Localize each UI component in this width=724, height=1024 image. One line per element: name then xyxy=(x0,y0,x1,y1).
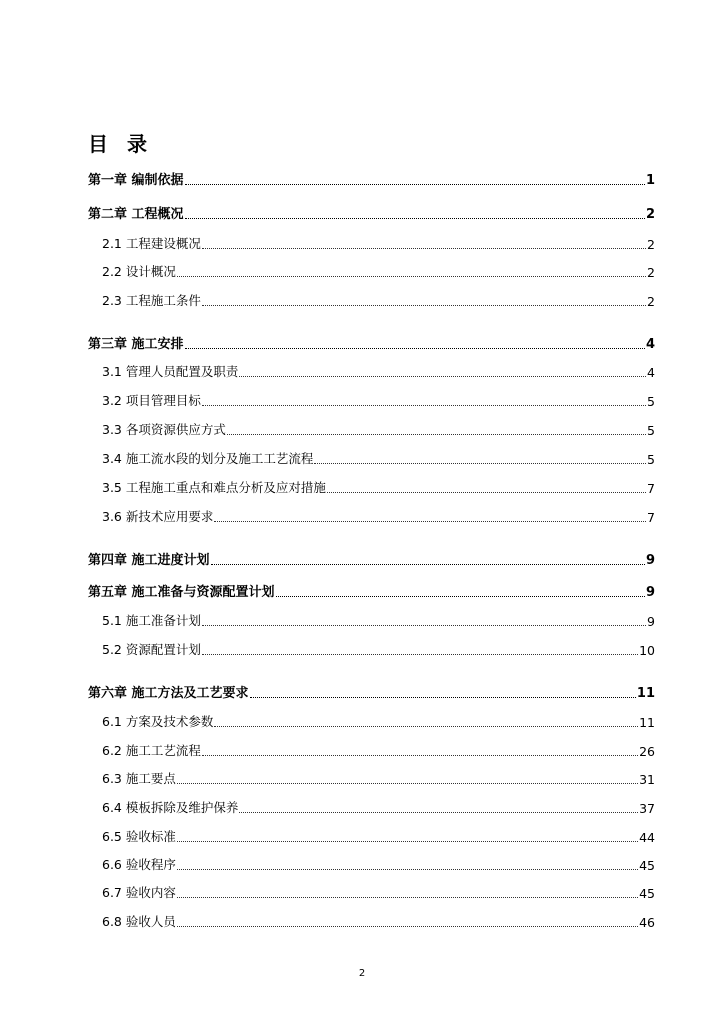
toc-entry-title: 2.3 工程施工条件 xyxy=(102,293,201,308)
toc-entry-title: 3.5 工程施工重点和难点分析及应对措施 xyxy=(102,480,326,495)
toc-section-entry[interactable] xyxy=(0,360,655,380)
dot-leader xyxy=(214,511,646,522)
toc-chapter-entry[interactable] xyxy=(0,548,655,568)
toc-entry-page: 2 xyxy=(647,294,655,309)
toc-section-entry[interactable] xyxy=(0,232,655,252)
dot-leader xyxy=(202,745,638,756)
toc-section-entry[interactable] xyxy=(0,910,655,930)
toc-entry-page: 2 xyxy=(647,265,655,280)
dot-leader xyxy=(276,586,645,597)
dot-leader xyxy=(214,716,638,727)
toc-entry-page: 45 xyxy=(639,858,655,873)
toc-section-entry[interactable] xyxy=(0,609,655,629)
dot-leader xyxy=(177,831,638,842)
toc-section-entry[interactable] xyxy=(0,476,655,496)
toc-entry-title: 第四章 施工进度计划 xyxy=(88,553,210,568)
toc-entry-page: 46 xyxy=(639,915,655,930)
toc-entry-page: 26 xyxy=(639,744,655,759)
toc-entry-title: 第三章 施工安排 xyxy=(88,337,184,352)
toc-entry-title: 6.1 方案及技术参数 xyxy=(102,714,214,729)
dot-leader xyxy=(202,644,638,655)
toc-entry-page: 11 xyxy=(639,715,655,730)
toc-chapter-entry[interactable] xyxy=(0,681,655,701)
toc-entry-title: 6.8 验收人员 xyxy=(102,914,176,929)
dot-leader xyxy=(250,687,636,698)
toc-section-entry[interactable] xyxy=(0,796,655,816)
toc-section-entry[interactable] xyxy=(0,289,655,309)
toc-entry-title: 6.3 施工要点 xyxy=(102,771,176,786)
toc-entry-title: 6.6 验收程序 xyxy=(102,857,176,872)
toc-section-entry[interactable] xyxy=(0,825,655,845)
dot-leader xyxy=(185,174,645,185)
dot-leader xyxy=(177,916,638,927)
dot-leader xyxy=(211,554,645,565)
toc-entry-page: 2 xyxy=(645,207,655,222)
toc-entry-title: 5.1 施工准备计划 xyxy=(102,613,201,628)
toc-entry-page: 10 xyxy=(639,643,655,658)
toc-entry-page: 45 xyxy=(639,886,655,901)
dot-leader xyxy=(177,887,638,898)
toc-chapter-entry[interactable] xyxy=(0,580,655,600)
toc-entry-title: 6.7 验收内容 xyxy=(102,885,176,900)
toc-entry-title: 2.2 设计概况 xyxy=(102,264,176,279)
toc-chapter-entry[interactable] xyxy=(0,332,655,352)
dot-leader xyxy=(177,859,638,870)
toc-entry-page: 9 xyxy=(645,553,655,568)
toc-entry-page: 1 xyxy=(645,173,655,188)
toc-section-entry[interactable] xyxy=(0,767,655,787)
toc-section-entry[interactable] xyxy=(0,260,655,280)
dot-leader xyxy=(202,295,646,306)
toc-entry-title: 6.2 施工工艺流程 xyxy=(102,743,201,758)
toc-section-entry[interactable] xyxy=(0,638,655,658)
toc-entry-page: 5 xyxy=(647,423,655,438)
toc-entry-title: 3.2 项目管理目标 xyxy=(102,393,201,408)
toc-section-entry[interactable] xyxy=(0,881,655,901)
dot-leader xyxy=(239,366,646,377)
dot-leader xyxy=(185,338,645,349)
toc-entry-page: 9 xyxy=(645,585,655,600)
toc-section-entry[interactable] xyxy=(0,447,655,467)
toc-chapter-entry[interactable] xyxy=(0,202,655,222)
toc-section-entry[interactable] xyxy=(0,418,655,438)
toc-entry-page: 37 xyxy=(639,801,655,816)
toc-entry-page: 4 xyxy=(647,365,655,380)
toc-entry-title: 3.3 各项资源供应方式 xyxy=(102,422,226,437)
toc-entry-page: 31 xyxy=(639,772,655,787)
dot-leader xyxy=(177,266,646,277)
toc-section-entry[interactable] xyxy=(0,505,655,525)
toc-entry-title: 3.1 管理人员配置及职责 xyxy=(102,364,239,379)
dot-leader xyxy=(314,453,646,464)
dot-leader xyxy=(202,395,646,406)
toc-entry-title: 第五章 施工准备与资源配置计划 xyxy=(88,585,275,600)
toc-entry-page: 5 xyxy=(647,452,655,467)
toc-entry-title: 3.6 新技术应用要求 xyxy=(102,509,214,524)
toc-entry-title: 3.4 施工流水段的划分及施工工艺流程 xyxy=(102,451,314,466)
toc-entry-page: 11 xyxy=(636,686,655,701)
toc-entry-page: 7 xyxy=(647,481,655,496)
toc-entry-page: 2 xyxy=(647,237,655,252)
dot-leader xyxy=(185,208,645,219)
toc-entry-title: 2.1 工程建设概况 xyxy=(102,236,201,251)
dot-leader xyxy=(327,482,646,493)
toc-section-entry[interactable] xyxy=(0,853,655,873)
toc-chapter-entry[interactable] xyxy=(0,168,655,188)
dot-leader xyxy=(227,424,646,435)
toc-entry-page: 4 xyxy=(645,337,655,352)
toc-section-entry[interactable] xyxy=(0,710,655,730)
dot-leader xyxy=(202,238,646,249)
dot-leader xyxy=(202,615,646,626)
dot-leader xyxy=(177,773,638,784)
dot-leader xyxy=(239,802,638,813)
toc-entry-title: 第二章 工程概况 xyxy=(88,207,184,222)
toc-entry-title: 第六章 施工方法及工艺要求 xyxy=(88,686,249,701)
toc-entry-title: 6.5 验收标准 xyxy=(102,829,176,844)
toc-section-entry[interactable] xyxy=(0,739,655,759)
page-number: 2 xyxy=(358,968,366,979)
page-title: 目 录 xyxy=(88,132,153,156)
toc-entry-page: 9 xyxy=(647,614,655,629)
toc-entry-title: 6.4 模板拆除及维护保养 xyxy=(102,800,239,815)
toc-entry-page: 44 xyxy=(639,830,655,845)
toc-entry-page: 7 xyxy=(647,510,655,525)
toc-entry-title: 5.2 资源配置计划 xyxy=(102,642,201,657)
toc-section-entry[interactable] xyxy=(0,389,655,409)
toc-entry-title: 第一章 编制依据 xyxy=(88,173,184,188)
toc-entry-page: 5 xyxy=(647,394,655,409)
